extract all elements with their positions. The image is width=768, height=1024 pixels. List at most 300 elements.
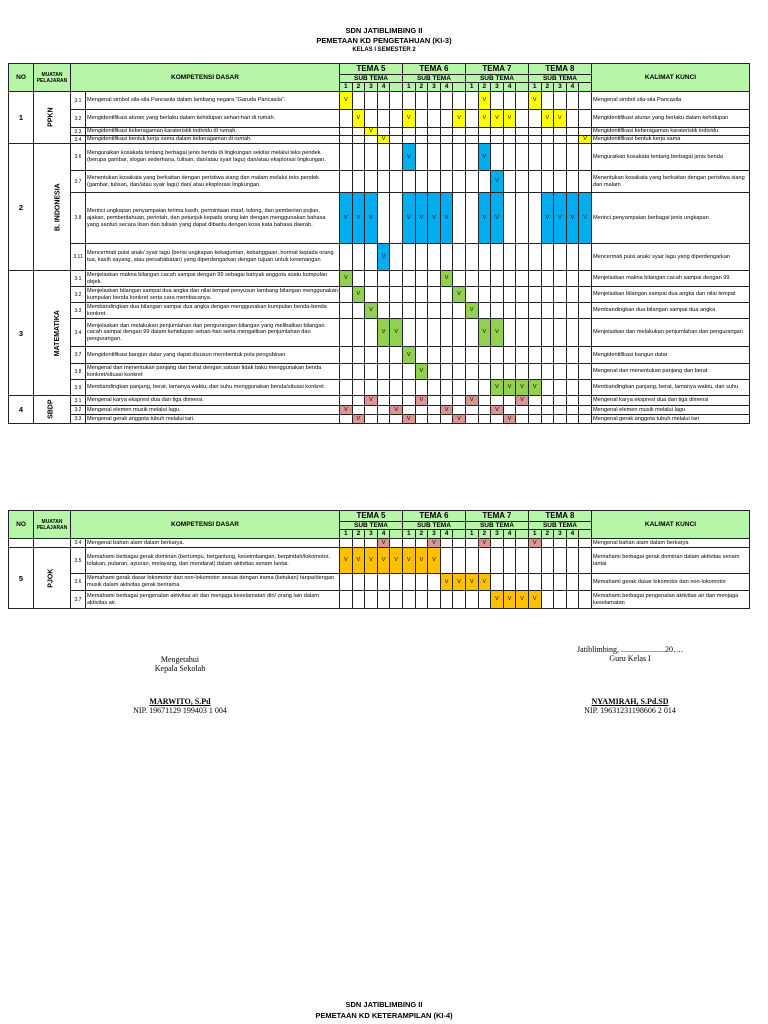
mapping-cell — [352, 406, 365, 415]
mapping-cell — [579, 287, 592, 303]
mapping-cell: V — [402, 193, 415, 244]
mapping-cell — [554, 380, 567, 396]
mapping-cell: V — [440, 193, 453, 244]
mapping-cell — [491, 396, 504, 406]
mapping-cell — [390, 92, 403, 110]
mapping-cell — [566, 406, 579, 415]
mapping-cell — [440, 287, 453, 303]
mapping-cell: V — [390, 406, 403, 415]
kd-number: 3.3 — [71, 128, 86, 136]
mapping-cell — [554, 347, 567, 364]
mapping-cell — [340, 415, 353, 424]
mapping-cell: V — [402, 415, 415, 424]
mapping-cell — [579, 574, 592, 591]
subtema-number: 3 — [428, 530, 441, 539]
mapping-cell — [528, 193, 541, 244]
subtema-number: 4 — [503, 83, 516, 92]
mapping-cell — [566, 548, 579, 574]
key-sentence: Menjelaskan makna bilangan cacah sampai dengan 99 — [592, 271, 750, 287]
mapping-cell — [554, 171, 567, 193]
mapping-cell: V — [390, 548, 403, 574]
mapping-cell — [528, 171, 541, 193]
mapping-cell: V — [377, 136, 390, 144]
mapping-cell: V — [352, 548, 365, 574]
mapping-cell: V — [491, 110, 504, 128]
mapping-cell — [566, 303, 579, 319]
mapping-cell — [503, 319, 516, 347]
mapping-cell — [478, 396, 491, 406]
principal-role: Kepala Sekolah — [154, 664, 206, 673]
mapping-cell — [491, 144, 504, 171]
kd-description: Mengidentifikasi bentuk kerja sama dalam keberagaman di rumah. — [86, 136, 340, 144]
mapping-cell — [390, 364, 403, 380]
mapping-cell — [528, 406, 541, 415]
mapping-cell — [554, 144, 567, 171]
mapping-cell — [352, 171, 365, 193]
kd-row — [9, 193, 750, 244]
mapping-cell — [365, 364, 378, 380]
mapping-cell — [541, 574, 554, 591]
mapping-cell — [453, 319, 466, 347]
mapping-cell — [579, 539, 592, 548]
mapping-cell — [440, 415, 453, 424]
principal-signature-block — [110, 697, 250, 715]
mapping-cell: V — [478, 92, 491, 110]
mapping-cell — [465, 92, 478, 110]
kd-number: 3.8 — [71, 193, 86, 244]
kd-number: 3.1 — [71, 92, 86, 110]
mapping-cell — [415, 347, 428, 364]
subject-name: PPKN — [47, 107, 55, 128]
kd-description: Mengidentifikasi bangun datar yang dapat disusun membentuk pola pengubinan — [86, 347, 340, 364]
mapping-cell — [415, 406, 428, 415]
mapping-cell — [579, 244, 592, 271]
kd-number: 3.4 — [71, 136, 86, 144]
mapping-cell — [491, 415, 504, 424]
kd-description: Menjelaskan makna bilangan cacah sampai dengan 99 sebagai banyak anggota suatu kumpulan objek. — [86, 271, 340, 287]
kd-row — [9, 347, 750, 364]
mapping-cell — [566, 287, 579, 303]
mapping-cell — [415, 144, 428, 171]
key-sentence: Memahami berbagai pengenalan aktivitas air dan menjaga keselamatan — [592, 591, 750, 609]
mapping-cell — [390, 591, 403, 609]
mapping-cell — [491, 287, 504, 303]
mapping-cell — [428, 380, 441, 396]
mapping-cell: V — [402, 548, 415, 574]
mapping-cell: V — [478, 193, 491, 244]
subtema-number: 3 — [554, 530, 567, 539]
key-sentence: Mengenal gerak anggota tubuh melalui tari — [592, 415, 750, 424]
col-no-header: NO — [9, 511, 34, 539]
mapping-cell — [478, 415, 491, 424]
mapping-cell — [402, 396, 415, 406]
mapping-cell — [516, 144, 529, 171]
mapping-cell — [440, 591, 453, 609]
spacer-cell — [390, 83, 403, 92]
mapping-cell: V — [541, 110, 554, 128]
mapping-cell — [377, 193, 390, 244]
mapping-cell — [503, 574, 516, 591]
mapping-cell — [541, 364, 554, 380]
kd-row — [9, 406, 750, 415]
mapping-cell — [365, 92, 378, 110]
kd-description: Mengenal simbol sila-sila Pancasila dalam lambang negara “Garuda Pancasila”. — [86, 92, 340, 110]
mapping-cell — [503, 396, 516, 406]
mapping-cell — [415, 110, 428, 128]
mapping-cell — [453, 171, 466, 193]
mapping-cell — [541, 406, 554, 415]
mapping-cell — [503, 406, 516, 415]
mapping-cell: V — [440, 271, 453, 287]
mapping-cell — [415, 244, 428, 271]
mapping-cell — [516, 271, 529, 287]
mapping-cell — [453, 136, 466, 144]
mapping-cell: V — [491, 319, 504, 347]
mapping-cell — [503, 244, 516, 271]
mapping-cell — [465, 271, 478, 287]
mapping-cell — [440, 110, 453, 128]
mapping-cell — [352, 574, 365, 591]
mapping-cell — [440, 244, 453, 271]
subtema-number: 3 — [428, 83, 441, 92]
mapping-cell — [554, 128, 567, 136]
mapping-cell — [491, 92, 504, 110]
mapping-cell — [516, 406, 529, 415]
mapping-cell — [365, 347, 378, 364]
mapping-cell: V — [516, 591, 529, 609]
mapping-cell — [390, 415, 403, 424]
mapping-cell — [365, 380, 378, 396]
subtema-number: 2 — [415, 83, 428, 92]
mapping-cell — [340, 347, 353, 364]
mapping-cell — [365, 136, 378, 144]
mapping-cell: V — [554, 193, 567, 244]
mapping-cell — [402, 380, 415, 396]
subtema-number: 1 — [528, 530, 541, 539]
mapping-cell — [516, 193, 529, 244]
mapping-cell: V — [491, 193, 504, 244]
school-name: SDN JATIBLIMBING II — [345, 26, 423, 35]
teacher-name: NYAMIRAH, S.Pd.SD — [591, 697, 669, 706]
mapping-cell — [453, 128, 466, 136]
kd-description: Menjelaskan dan melakukan penjumlahan dan pengurangan bilangan yang melibatkan bilangan cacah sampai dengan 99 dalam kehidupan sehari-hari serta mengaitkan penjumlahan dan pengurangan. — [86, 319, 340, 347]
kd-description: Mengenal dan menentukan panjang dan berat dengan satuan tidak baku menggunakan benda konkret/situasi konkret — [86, 364, 340, 380]
mapping-cell — [516, 287, 529, 303]
mapping-cell — [541, 591, 554, 609]
mapping-cell — [440, 364, 453, 380]
mapping-cell: V — [377, 539, 390, 548]
mapping-cell — [377, 396, 390, 406]
mapping-cell — [566, 128, 579, 136]
mapping-cell — [554, 591, 567, 609]
mapping-cell — [402, 244, 415, 271]
principal-name: MARWITO, S.Pd — [149, 697, 211, 706]
mapping-cell — [340, 574, 353, 591]
kd-row — [9, 92, 750, 110]
mapping-cell — [541, 539, 554, 548]
mapping-cell — [579, 415, 592, 424]
principal-nip: NIP. 19671129 199403 1 004 — [133, 706, 227, 715]
mapping-cell — [453, 193, 466, 244]
mapping-cell — [428, 303, 441, 319]
mapping-cell — [503, 171, 516, 193]
mapping-cell — [554, 574, 567, 591]
mapping-cell — [352, 539, 365, 548]
mapping-cell — [340, 136, 353, 144]
mapping-cell — [465, 136, 478, 144]
subtema-number: 1 — [340, 530, 353, 539]
mapping-cell — [528, 110, 541, 128]
mapping-cell — [377, 303, 390, 319]
col-no-header: NO — [9, 64, 34, 92]
kd-description: Mengenal karya ekspresi dua dan tiga dimensi. — [86, 396, 340, 406]
kd-description: Membandingkan dua bilangan sampai dua angka dengan menggunakan kumpulan benda-benda konkret. — [86, 303, 340, 319]
mapping-cell: V — [415, 364, 428, 380]
mapping-cell — [415, 92, 428, 110]
mapping-cell — [377, 380, 390, 396]
mapping-cell: V — [377, 244, 390, 271]
kd-description: Merinci ungkapan penyampaian terima kasih, permintaan maaf, tolong, dan pemberian pujian, ajakan, pemberitahuan, perintah, dan petunjuk kepada orang lain dengan menggunakan bahasa yang santun secara lisan dan tulisan yang dapat dibantu dengan kosa kata bahasa daerah. — [86, 193, 340, 244]
key-sentence: Mencermati puisi anak/ syair lagu yang diperdengarkan — [592, 244, 750, 271]
kd-number: 3.7 — [71, 591, 86, 609]
mapping-cell — [340, 364, 353, 380]
mapping-cell — [478, 406, 491, 415]
mapping-cell: V — [428, 193, 441, 244]
mapping-cell — [352, 271, 365, 287]
mapping-cell — [428, 347, 441, 364]
mapping-cell — [528, 415, 541, 424]
mapping-cell — [365, 539, 378, 548]
subtema-header: SUB TEMA — [528, 74, 591, 83]
mapping-cell — [352, 128, 365, 136]
mapping-cell — [541, 548, 554, 574]
mapping-cell — [566, 319, 579, 347]
subtema-header: SUB TEMA — [528, 521, 591, 530]
mapping-cell: V — [579, 193, 592, 244]
mapping-cell — [402, 406, 415, 415]
subtema-header: SUB TEMA — [465, 521, 528, 530]
kd-number: 3.3 — [71, 415, 86, 424]
subtema-header: SUB TEMA — [340, 74, 403, 83]
kd-row — [9, 396, 750, 406]
mapping-cell — [478, 380, 491, 396]
kd-row — [9, 287, 750, 303]
mapping-cell — [428, 171, 441, 193]
mapping-cell — [340, 110, 353, 128]
kd-description: Menguraikan kosakata tentang berbagai jenis benda di lingkungan sekitar melalui teks pendek (berupa gambar, slogan sederhana, tulisan, dan/atau syair lagu) dan/atau eksplorasi lingkungan. — [86, 144, 340, 171]
mapping-cell — [528, 303, 541, 319]
mapping-cell — [440, 380, 453, 396]
mapping-cell — [352, 396, 365, 406]
kd-row — [9, 415, 750, 424]
mapping-cell: V — [415, 193, 428, 244]
key-sentence: Mengenal karya ekspresi dua dan tiga dimensi — [592, 396, 750, 406]
mapping-cell — [402, 539, 415, 548]
mapping-cell — [465, 128, 478, 136]
mapping-cell — [541, 271, 554, 287]
mapping-cell — [402, 171, 415, 193]
col-kd-header: KOMPETENSI DASAR — [71, 64, 340, 92]
tema-header: TEMA 5 — [340, 64, 403, 75]
mapping-cell — [453, 548, 466, 574]
subject-number: 1 — [9, 92, 34, 144]
mapping-cell — [402, 287, 415, 303]
kd-number: 3.6 — [71, 144, 86, 171]
mapping-cell — [579, 364, 592, 380]
mapping-cell: V — [365, 548, 378, 574]
mapping-cell — [579, 303, 592, 319]
mapping-cell — [453, 271, 466, 287]
mapping-cell — [453, 244, 466, 271]
mapping-cell — [402, 319, 415, 347]
mapping-cell — [340, 539, 353, 548]
mapping-cell — [352, 244, 365, 271]
mapping-cell — [516, 110, 529, 128]
mapping-cell: V — [566, 193, 579, 244]
tema-header: TEMA 6 — [402, 64, 465, 75]
subtema-number: 3 — [491, 530, 504, 539]
mapping-cell — [465, 244, 478, 271]
mapping-cell — [491, 364, 504, 380]
mapping-cell — [503, 287, 516, 303]
mapping-cell — [541, 244, 554, 271]
mapping-cell — [415, 574, 428, 591]
mapping-cell — [465, 415, 478, 424]
mapping-cell — [340, 303, 353, 319]
mapping-cell — [390, 171, 403, 193]
mapping-cell — [465, 110, 478, 128]
mapping-cell — [453, 144, 466, 171]
tema-header: TEMA 7 — [465, 511, 528, 522]
mapping-cell: V — [402, 347, 415, 364]
mapping-cell — [465, 539, 478, 548]
mapping-cell — [428, 271, 441, 287]
kd-description: Mengidentifikasi keberagaman karateristik individu di rumah. — [86, 128, 340, 136]
mapping-cell: V — [352, 110, 365, 128]
mapping-cell — [402, 136, 415, 144]
subject-cell — [34, 92, 71, 144]
mapping-cell: V — [491, 406, 504, 415]
mapping-cell — [377, 144, 390, 171]
mapping-cell — [491, 244, 504, 271]
mapping-cell — [516, 574, 529, 591]
mapping-cell — [415, 591, 428, 609]
kd-number: 3.2 — [71, 287, 86, 303]
subject-name: B. INDONESIA — [54, 183, 62, 232]
mapping-cell — [428, 144, 441, 171]
mapping-cell — [365, 110, 378, 128]
mapping-cell — [554, 396, 567, 406]
teacher-role: Guru Kelas I — [609, 654, 651, 663]
col-kd-header: KOMPETENSI DASAR — [71, 511, 340, 539]
mapping-cell — [541, 415, 554, 424]
mapping-cell — [377, 171, 390, 193]
mapping-cell — [478, 303, 491, 319]
mapping-cell — [566, 144, 579, 171]
mapping-cell: V — [528, 591, 541, 609]
subject-number: 2 — [9, 144, 34, 271]
mapping-cell — [440, 136, 453, 144]
mapping-cell — [390, 128, 403, 136]
kd-description: Mencermati puisi anak/ syair lagu (berisi ungkapan kekaguman, kebanggaan, hormat kepada orang tua, kasih sayang, atau persahabatan) yang diperdengarkan dengan tujuan untuk kesenangan — [86, 244, 340, 271]
mapping-cell — [516, 244, 529, 271]
mapping-cell — [390, 574, 403, 591]
tema-header: TEMA 8 — [528, 64, 591, 75]
mapping-cell — [415, 287, 428, 303]
mapping-cell — [465, 347, 478, 364]
mapping-cell — [390, 136, 403, 144]
spacer-cell — [453, 530, 466, 539]
kd-description: Memahami gerak dasar lokomotor dan non-lokomotor sesuai dengan irama (ketukan) tanpa/dengan musik dalam aktivitas gerak berirama — [86, 574, 340, 591]
kd-number: 3.2 — [71, 406, 86, 415]
spacer-cell — [453, 83, 466, 92]
mapping-cell — [503, 539, 516, 548]
mapping-cell — [415, 319, 428, 347]
mapping-cell — [390, 539, 403, 548]
mapping-cell — [478, 548, 491, 574]
mapping-cell — [465, 193, 478, 244]
mapping-cell: V — [352, 193, 365, 244]
mapping-cell — [428, 396, 441, 406]
subtema-number: 2 — [352, 530, 365, 539]
mapping-cell — [340, 244, 353, 271]
mapping-cell — [541, 171, 554, 193]
mapping-cell — [554, 271, 567, 287]
mapping-cell — [428, 364, 441, 380]
mapping-cell — [566, 364, 579, 380]
subtema-number: 2 — [415, 530, 428, 539]
subject-name: MATEMATIKA — [53, 310, 61, 357]
mapping-cell — [465, 406, 478, 415]
mapping-cell — [390, 303, 403, 319]
kd-row — [9, 136, 750, 144]
mapping-cell: V — [516, 396, 529, 406]
mapping-cell — [402, 303, 415, 319]
mapping-cell — [365, 287, 378, 303]
mapping-cell: V — [465, 574, 478, 591]
mapping-cell — [415, 415, 428, 424]
mapping-cell — [503, 548, 516, 574]
kd-number: 3.9 — [71, 380, 86, 396]
kd-row — [9, 144, 750, 171]
mapping-cell — [528, 574, 541, 591]
mapping-cell — [440, 128, 453, 136]
kd-row — [9, 128, 750, 136]
mapping-cell: V — [390, 319, 403, 347]
kd-description: Mengidentifikasi aturan yang berlaku dalam kehidupan sehari-hari di rumah. — [86, 110, 340, 128]
mapping-cell — [566, 244, 579, 271]
mapping-cell — [516, 92, 529, 110]
mapping-cell — [528, 319, 541, 347]
mapping-cell — [478, 591, 491, 609]
mapping-cell — [440, 548, 453, 574]
subtema-number: 1 — [528, 83, 541, 92]
spacer-cell — [516, 530, 529, 539]
mapping-cell — [465, 171, 478, 193]
signature-right — [560, 645, 700, 663]
mapping-cell: V — [340, 271, 353, 287]
mapping-cell — [516, 303, 529, 319]
mapping-cell — [503, 364, 516, 380]
subject-cell — [34, 396, 71, 424]
mapping-cell — [566, 110, 579, 128]
mapping-cell — [566, 415, 579, 424]
mapping-cell — [402, 92, 415, 110]
subtema-header: SUB TEMA — [465, 74, 528, 83]
mapping-cell: V — [478, 110, 491, 128]
mapping-cell — [566, 380, 579, 396]
mapping-cell — [390, 244, 403, 271]
